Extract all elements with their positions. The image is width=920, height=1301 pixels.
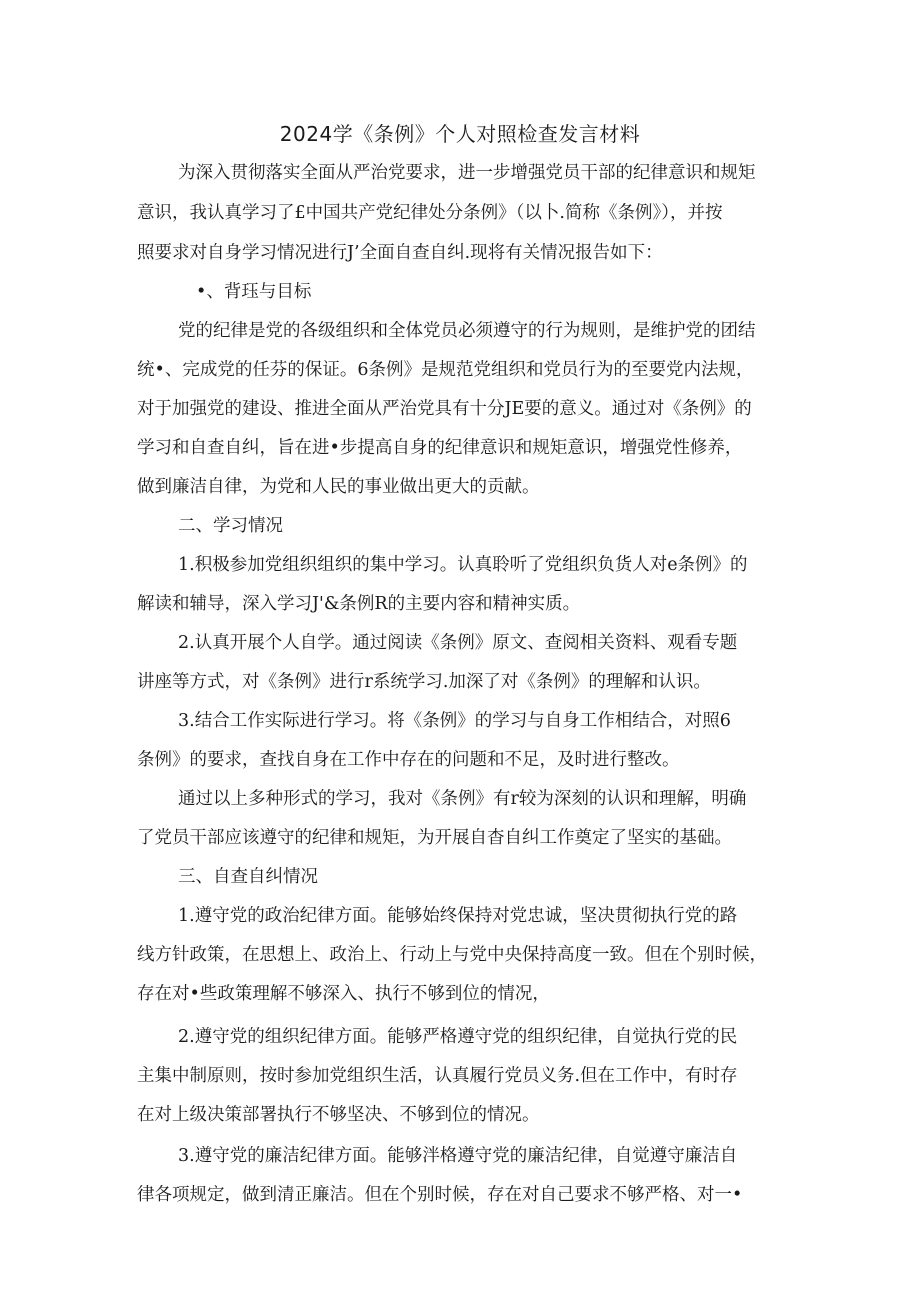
paragraph-line: 学习和自查自纠，旨在进•步提高自身的纪律意识和规矩意识，增强党性修养， (137, 438, 743, 458)
paragraph-line: 统•、完成党的任芬的保证。6条例》是规范党组织和党员行为的至要党内法规， (137, 360, 754, 380)
paragraph-line: 照要求对自身学习情况进行J’全面自查自纠.现将有关情况报告如下： (137, 243, 663, 263)
paragraph-line: 对于加强党的建设、推进全面从严治党具有十分JE要的意义。通过对《条例》的 (137, 399, 752, 419)
section-heading: 三、自查自纠情况 (178, 867, 318, 887)
paragraph-line: 2.认真开展个人自学。通过阅读《条例》原文、查阅相关资料、观看专题 (178, 633, 738, 653)
paragraph-line: 意识，我认真学习了£中国共产党纪律处分条例》（以卜.简称《条例》），并按 (137, 203, 723, 223)
paragraph-line: 存在对•些政策理解不够深入、执行不够到位的情况， (137, 984, 550, 1004)
paragraph-line: 党的纪律是党的各级组织和全体党员必须遵守的行为规则，是维护党的团结 (178, 321, 756, 341)
paragraph-line: 1.积极参加党组织组织的集中学习。认真聆听了党组织负货人对e条例》的 (178, 555, 748, 575)
paragraph-line: 2.遵守党的组织纪律方面。能够严格遵守党的组织纪律，自觉执行党的民 (178, 1027, 738, 1047)
paragraph-line: 1.遵守党的政治纪律方面。能够始终保持对党忠诚，坚决贯彻执行党的路 (178, 906, 738, 926)
paragraph-line: 了党员干部应该遵守的纪律和规矩，为开展自杳自纠工作奠定了坚实的基础。 (137, 828, 732, 848)
paragraph-line: 讲座等方式，对《条例》进行r系统学习.加深了对《条例》的理解和认识。 (137, 672, 711, 692)
paragraph-line: 主集中制原则，按时参加党组织生活，认真履行党员义务.但在工作中，有时存 (137, 1066, 738, 1086)
paragraph-line: 条例》的要求，查找自身在工作中存在的问题和不足，及时进行整改。 (137, 750, 680, 770)
paragraph-line: 律各项规定，做到清正廉洁。但在个别时候，存在对自己要求不够严格、对一• (137, 1185, 743, 1205)
paragraph-line: 通过以上多种形式的学习，我对《条例》有r较为深刻的认识和理解，明确 (178, 789, 747, 809)
paragraph-line: 做到廉洁自律，为党和人民的事业做出更大的贡献。 (137, 477, 540, 497)
section-heading: •、背珏与目标 (196, 282, 312, 302)
paragraph-line: 解读和辅导，深入学习J'&条例R的主要内容和精神实质。 (137, 594, 581, 614)
paragraph-line: 为深入贯彻落实全面从严治党要求，进一步增强党员干部的纪律意识和规矩 (178, 163, 756, 183)
paragraph-line: 3.遵守党的廉洁纪律方面。能够泮格遵守党的廉洁纪律，自觉遵守廉洁自 (178, 1146, 738, 1166)
paragraph-line: 线方针政策，在思想上、政治上、行动上与党中央保持高度一致。但在个别时候， (137, 945, 767, 965)
section-heading: 二、学习情况 (178, 516, 283, 536)
document-title: 2024学《条例》个人对照检查发言材料 (279, 122, 641, 146)
paragraph-line: 3.结合工作实际进行学习。将《条例》的学习与自身工作相结合，对照6 (178, 711, 731, 731)
paragraph-line: 在对上级决策部署执行不够坚决、不够到位的情况。 (137, 1105, 540, 1125)
